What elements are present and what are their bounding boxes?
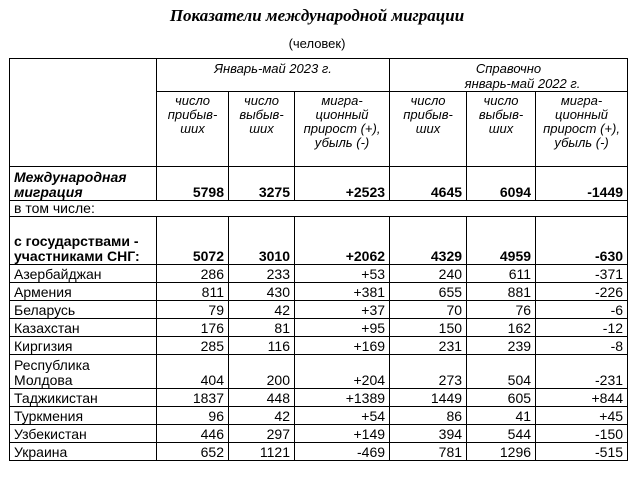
cell-value: -630 (536, 217, 628, 265)
cell-value: 86 (390, 407, 467, 425)
unit-caption: (человек) (288, 36, 346, 51)
cell-value: 4645 (390, 167, 467, 201)
header-net-2023: мигра-ционный прирост (+), убыль (-) (295, 92, 390, 167)
cell-value: 5072 (157, 217, 229, 265)
cell-value: 96 (157, 407, 229, 425)
row-label: Республика Молдова (10, 355, 157, 389)
cell-value: +45 (536, 407, 628, 425)
row-label: Таджикистан (10, 389, 157, 407)
cell-value: 285 (157, 337, 229, 355)
cell-value: 881 (467, 283, 536, 301)
cell-value: 273 (390, 355, 467, 389)
header-departures-2023: число выбыв-ших (229, 92, 295, 167)
row-label: Узбекистан (10, 425, 157, 443)
cell-value: +381 (295, 283, 390, 301)
table-row (10, 301, 628, 319)
cell-value: +54 (295, 407, 390, 425)
cell-value: 448 (229, 389, 295, 407)
cell-value: 176 (157, 319, 229, 337)
table-row (10, 217, 628, 265)
cell-value: -226 (536, 283, 628, 301)
table-row (10, 283, 628, 301)
cell-value: 239 (467, 337, 536, 355)
cell-value: 544 (467, 425, 536, 443)
header-arrivals-2023: число прибыв-ших (157, 92, 229, 167)
cell-value: 652 (157, 443, 229, 461)
cell-value: -6 (536, 301, 628, 319)
header-arrivals-2022: число прибыв-ших (390, 92, 467, 167)
cell-value: 4329 (390, 217, 467, 265)
table-row (10, 407, 628, 425)
header-group-2023: Январь-май 2023 г. (157, 59, 390, 92)
table-row (10, 337, 628, 355)
cell-value: 3010 (229, 217, 295, 265)
cell-value: -231 (536, 355, 628, 389)
cell-value: 404 (157, 355, 229, 389)
cell-value: -8 (536, 337, 628, 355)
cell-value: 430 (229, 283, 295, 301)
row-label: Беларусь (10, 301, 157, 319)
cell-value: 611 (467, 265, 536, 283)
cell-value: 70 (390, 301, 467, 319)
row-label: Казахстан (10, 319, 157, 337)
cell-value: +53 (295, 265, 390, 283)
cell-value: 150 (390, 319, 467, 337)
header-departures-2022: число выбыв-ших (467, 92, 536, 167)
cell-value: +204 (295, 355, 390, 389)
cell-value: 1837 (157, 389, 229, 407)
table-row (10, 355, 628, 389)
cell-value: 1296 (467, 443, 536, 461)
cell-value: 81 (229, 319, 295, 337)
cell-value: +169 (295, 337, 390, 355)
table-row (10, 319, 628, 337)
table-row (10, 265, 628, 283)
cell-value: +37 (295, 301, 390, 319)
table-row (10, 443, 628, 461)
row-label: Киргизия (10, 337, 157, 355)
cell-value: 297 (229, 425, 295, 443)
cell-value: 76 (467, 301, 536, 319)
cell-value: 655 (390, 283, 467, 301)
header-corner (10, 59, 157, 92)
row-label: Туркмения (10, 407, 157, 425)
table-row (10, 425, 628, 443)
cell-value: 1449 (390, 389, 467, 407)
cell-value: -150 (536, 425, 628, 443)
cell-value: +95 (295, 319, 390, 337)
cell-value: 79 (157, 301, 229, 319)
cell-value: -12 (536, 319, 628, 337)
cell-value: 233 (229, 265, 295, 283)
cell-value: 811 (157, 283, 229, 301)
cell-value: 42 (229, 301, 295, 319)
row-label: в том числе: (10, 201, 628, 217)
migration-table (9, 58, 628, 461)
header-net-2022: мигра-ционный прирост (+), убыль (-) (536, 92, 628, 167)
table-row (10, 389, 628, 407)
cell-value: -1449 (536, 167, 628, 201)
cell-value: 42 (229, 407, 295, 425)
header-group-2022-line2: январь-май 2022 г. (464, 76, 581, 91)
cell-value: 4959 (467, 217, 536, 265)
cell-value: 162 (467, 319, 536, 337)
cell-value: -371 (536, 265, 628, 283)
cell-value: 116 (229, 337, 295, 355)
cell-value: 200 (229, 355, 295, 389)
cell-value: -515 (536, 443, 628, 461)
header-corner-lower (10, 92, 157, 167)
table-row (10, 201, 628, 217)
cell-value: 6094 (467, 167, 536, 201)
cell-value: 286 (157, 265, 229, 283)
cell-value: 394 (390, 425, 467, 443)
cell-value: 1121 (229, 443, 295, 461)
table-title: Показатели международной миграции (169, 6, 465, 25)
row-label: Украина (10, 443, 157, 461)
cell-value: +844 (536, 389, 628, 407)
cell-value: 41 (467, 407, 536, 425)
row-label: Армения (10, 283, 157, 301)
cell-value: 446 (157, 425, 229, 443)
header-group-2022 (390, 59, 628, 92)
table-body (10, 167, 628, 461)
cell-value: 231 (390, 337, 467, 355)
cell-value: 3275 (229, 167, 295, 201)
cell-value: 605 (467, 389, 536, 407)
cell-value: +1389 (295, 389, 390, 407)
row-label: Азербайджан (10, 265, 157, 283)
cell-value: +2062 (295, 217, 390, 265)
header-group-2022-line1: Справочно (475, 61, 542, 76)
row-label: с государствами - участниками СНГ: (10, 217, 157, 265)
cell-value: +149 (295, 425, 390, 443)
cell-value: 504 (467, 355, 536, 389)
row-label: Международная миграция (10, 167, 157, 201)
table-row (10, 167, 628, 201)
cell-value: +2523 (295, 167, 390, 201)
cell-value: -469 (295, 443, 390, 461)
cell-value: 5798 (157, 167, 229, 201)
cell-value: 240 (390, 265, 467, 283)
cell-value: 781 (390, 443, 467, 461)
